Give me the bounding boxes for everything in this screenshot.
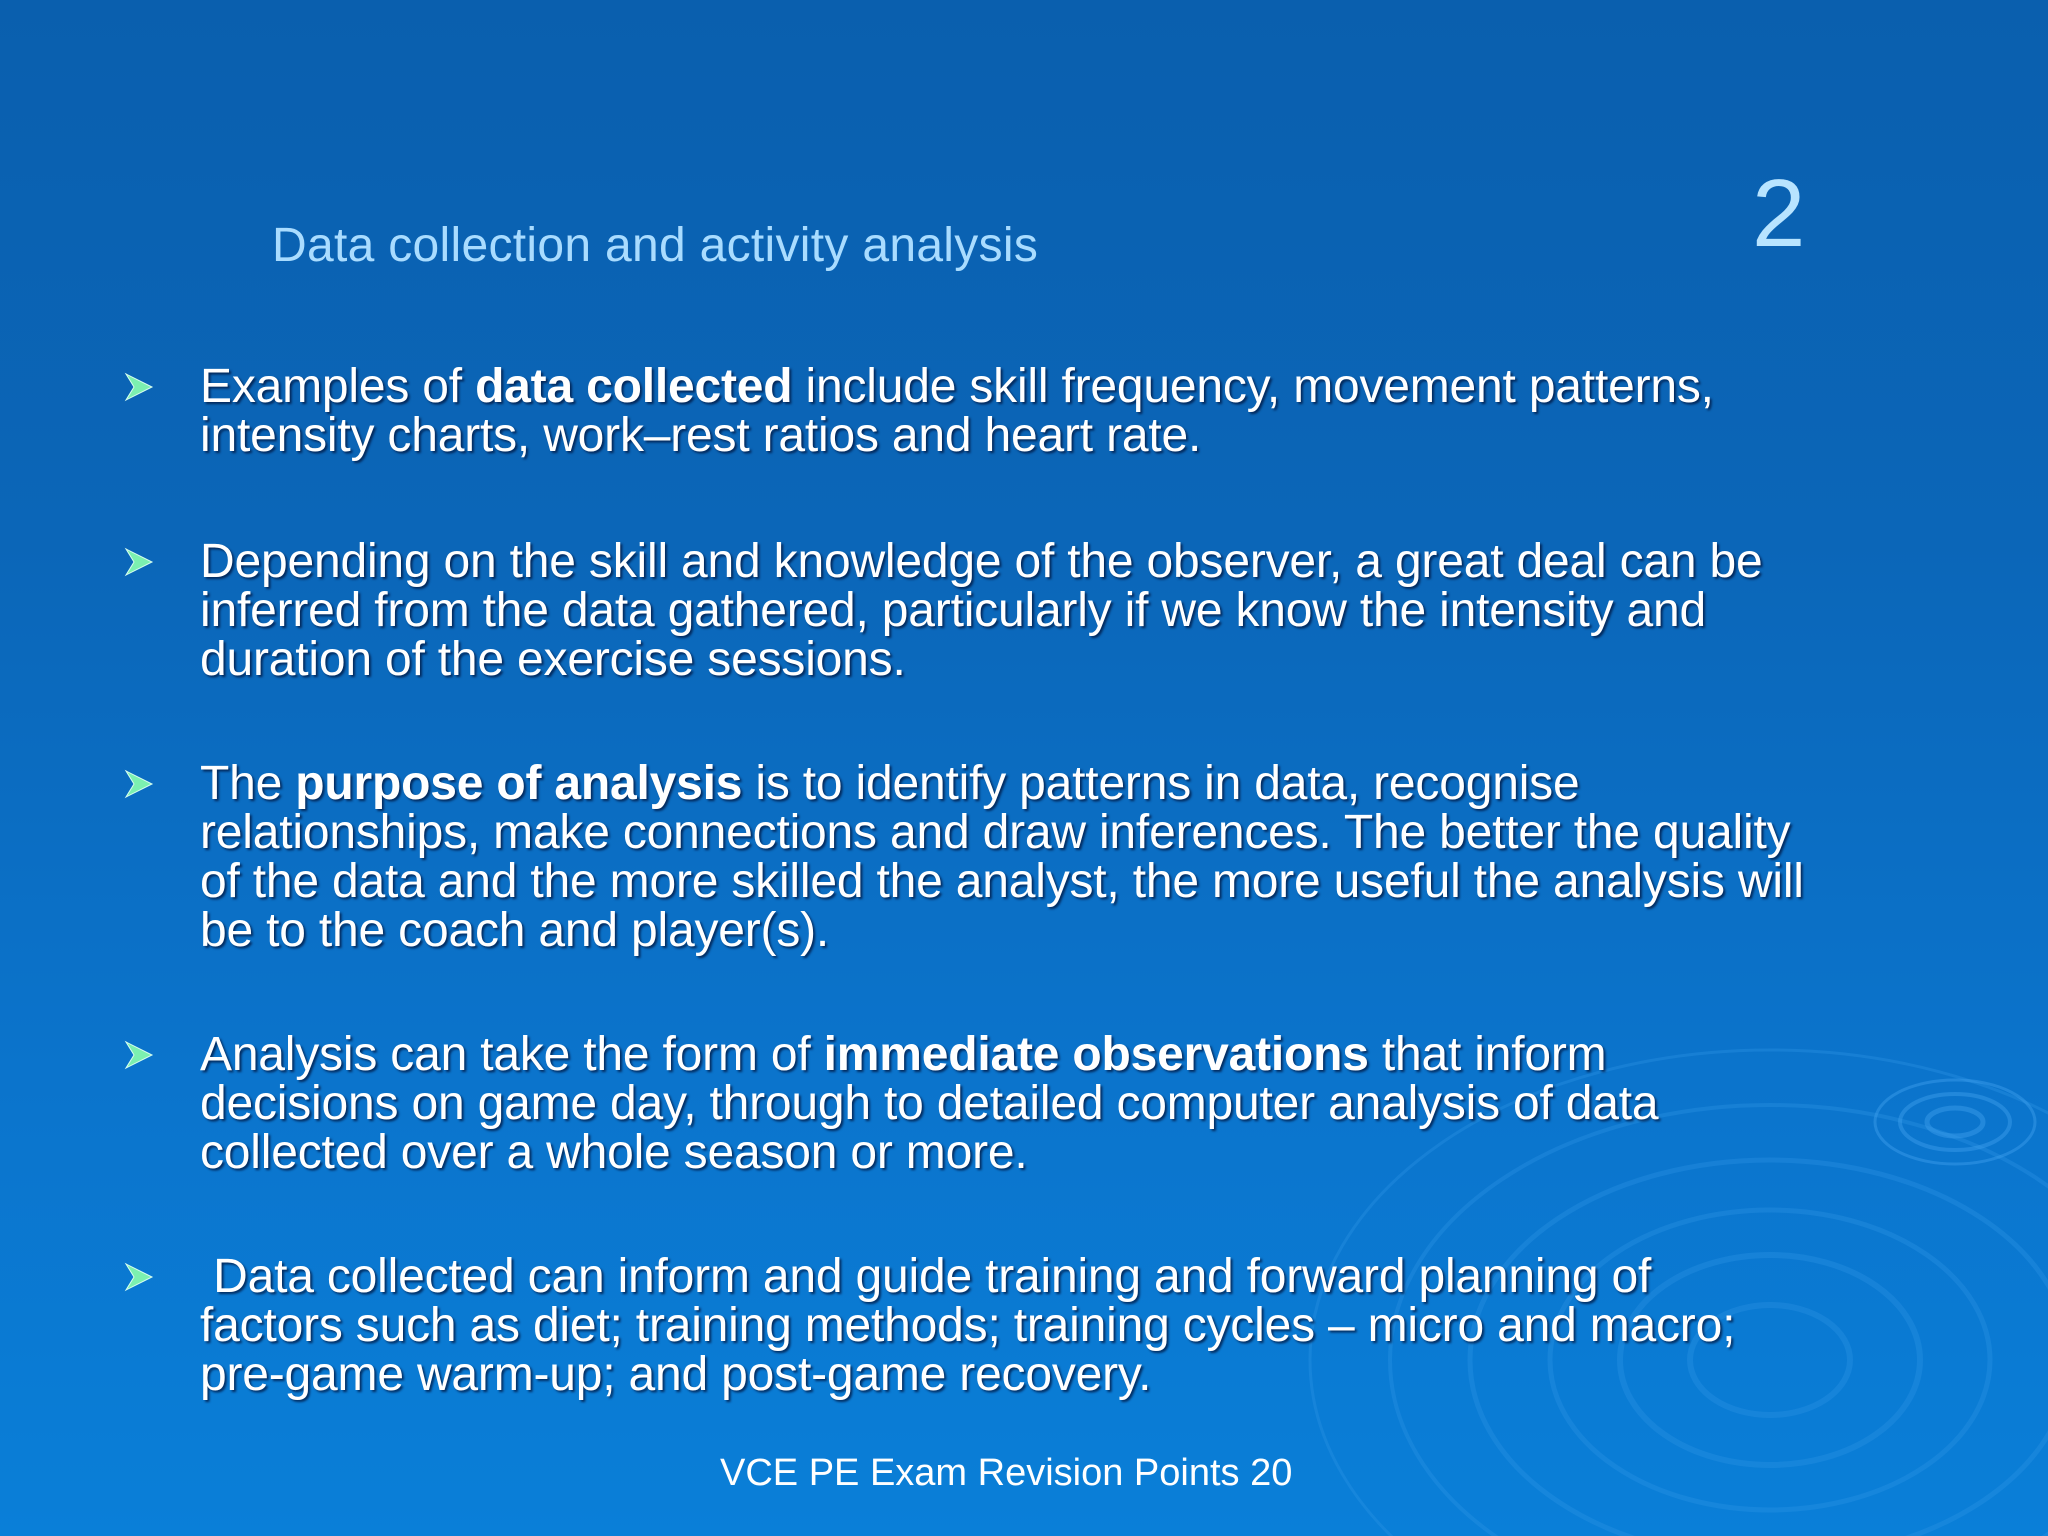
bold-term: purpose of analysis [295,757,743,810]
bullet-line: Depending on the skill and knowledge of the observer, a great deal can be [200,535,1763,588]
arrowhead-bullet-icon [122,370,156,404]
bullet-line: of the data and the more skilled the analyst, the more useful the analysis will [200,855,1804,908]
slide-subtitle: Data collection and activity analysis [272,219,1039,272]
bullet-line: factors such as diet; training methods; training cycles – micro and macro; [200,1299,1736,1352]
bullet-text [200,1030,2048,1177]
bullet-text [200,362,2048,460]
bullet-line: Data collected can inform and guide training and forward planning of [200,1250,1652,1303]
bullet-line: duration of the exercise sessions. [200,633,906,686]
bold-term: data collected [475,360,793,413]
bullet-line: intensity charts, work–rest ratios and heart rate. [200,409,1202,462]
bullet-text [200,759,2048,955]
arrowhead-bullet-icon [122,1260,156,1294]
bullet-line: relationships, make connections and draw inferences. The better the quality [200,806,1791,859]
bullet-line: pre-game warm-up; and post-game recovery. [200,1348,1152,1401]
bullet-line: be to the coach and player(s). [200,904,830,957]
arrowhead-bullet-icon [122,1038,156,1072]
slide-footer: VCE PE Exam Revision Points 20 [720,1452,1293,1494]
arrowhead-bullet-icon [122,767,156,801]
bullet-line: inferred from the data gathered, particularly if we know the intensity and [200,584,1707,637]
bullet-line: The purpose of analysis is to identify patterns in data, recognise [200,757,1580,810]
bold-term: immediate observations [823,1028,1369,1081]
slide-number: 2 [1752,160,1806,267]
bullet-line: Analysis can take the form of immediate observations that inform [200,1028,1607,1081]
bullet-line: decisions on game day, through to detailed computer analysis of data [200,1077,1659,1130]
bullet-line: collected over a whole season or more. [200,1126,1028,1179]
bullet-text [200,537,2048,684]
bullet-text [200,1252,2048,1399]
bullet-line: Examples of data collected include skill frequency, movement patterns, [200,360,1714,413]
arrowhead-bullet-icon [122,545,156,579]
